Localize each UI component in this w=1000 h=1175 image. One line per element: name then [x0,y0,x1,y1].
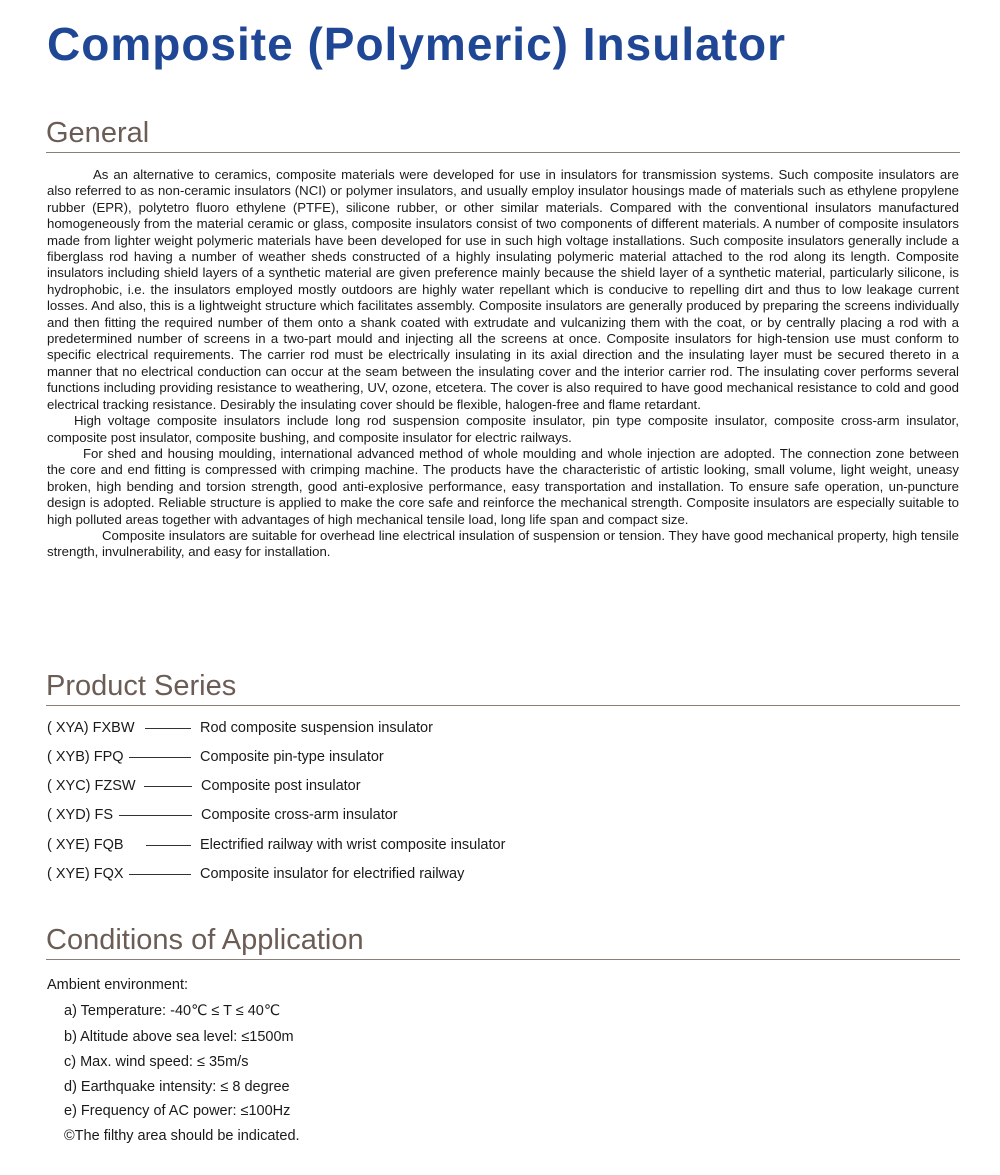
general-heading: General [46,117,150,149]
leader-line [145,728,191,729]
conditions-divider [46,959,960,960]
product-series-item [47,776,547,796]
product-series-item [47,835,607,855]
product-code: ( XYE) FQB [47,837,124,853]
general-divider [46,152,960,153]
leader-line [119,815,192,816]
product-series-item [47,747,547,767]
conditions-heading: Conditions of Application [46,924,364,956]
general-body [47,167,959,561]
condition-item: a) Temperature: -40℃ ≤ T ≤ 40℃ [64,1003,281,1019]
product-series-item [47,805,547,825]
general-paragraph-4: Composite insulators are suitable for overhead line electrical insulation of suspension or tension. They have good mechanical property, high tensile strength, invulnerability, and easy for installation. [47,527,959,560]
general-paragraph-2: High voltage composite insulators include long rod suspension composite insulator, pin type composite insulator, composite cross-arm insulator, composite post insulator, composite bushing, and composite insulator for electric railways. [47,413,959,445]
conditions-intro: Ambient environment: [47,977,189,993]
leader-line [144,786,192,787]
page-title: Composite (Polymeric) Insulator [47,18,787,70]
condition-item: c) Max. wind speed: ≤ 35m/s [64,1054,249,1070]
leader-line [129,874,191,875]
condition-note: ©The filthy area should be indicated. [64,1128,300,1144]
product-code: ( XYB) FPQ [47,749,124,765]
general-paragraph-1: As an alternative to ceramics, composite materials were developed for use in insulators for transmission systems. Such composite insulators are also referred to as non-ceramic insulators (NCI) or polymer insulators, and usually employ insulator housings made of materials such as ethylene propylene rubber (EPR), polytetro fluoro ethylene (PTFE), silicone rubber, or other similar materials. Compared with the conventional insulators manufactured homogeneously from the material ceramic or glass, composite insulators consist of two components of different materials. A number of composite insulators made from lighter weight polymeric materials have been developed for use in such high voltage installations. Such composite insulators generally include a fiberglass rod having a number of weather sheds constructed of a highly insulating polymeric material attached to the rod along its length. Composite insulators including shield layers of a synthetic material are given preference mainly because the shield layer of a synthetic material, particularly silicone, is hydrophobic, i.e. the insulators employed mostly outdoors are highly water repellant which is conducive to repelling dirt and thus to low leakage current losses. And also, this is a lightweight structure which facilitates assembly. Composite insulators are generally produced by preparing the screens individually and then fitting the required number of them onto a shank coated with extrudate and vulcanizing them with the coat, or by centrally placing a rod with a predetermined number of screens in a two-part mould and injecting all the screens at once. Composite insulators for high-tension use must conform to specific electrical requirements. The carrier rod must be electrically insulating in its axial direction and the insulating layer must be secured thereto in a manner that no electrical conduction can occur at the seam between the insulating cover and the interior carrier rod. The insulating cover performs several functions including providing resistance to weathering, UV, ozone, etcetera. The cover is also required to have good mechanical resistance to cold and good electrical tracking resistance. Desirably the insulating cover should be flexible, halogen-free and flame retardant. [47,167,959,412]
product-code: ( XYE) FQX [47,866,124,882]
product-description: Composite insulator for electrified railway [200,866,465,882]
product-description: Composite cross-arm insulator [201,807,398,823]
product-description: Electrified railway with wrist composite insulator [200,837,506,853]
product-description: Composite pin-type insulator [200,749,384,765]
product-description: Composite post insulator [201,778,361,794]
product-description: Rod composite suspension insulator [200,720,433,736]
product-code: ( XYC) FZSW [47,778,136,794]
condition-item: e) Frequency of AC power: ≤100Hz [64,1103,291,1119]
product-series-divider [46,705,960,706]
general-paragraph-3: For shed and housing moulding, international advanced method of whole moulding and whole injection are adopted. The connection zone between the core and end fitting is compressed with crimping machine. The products have the characteristic of artistic looking, small volume, light weight, uneasy broken, high bending and torsion strength, good anti-explosive performance, easy transportation and installation. To ensure safe operation, un-puncture design is adopted. Reliable structure is applied to make the core safe and reinforce the mechanical strength. Composite insulators are especially suitable to high polluted areas together with advantages of high mechanical tensile load, long life span and compact size. [47,445,959,527]
condition-item: b) Altitude above sea level: ≤1500m [64,1029,294,1045]
leader-line [146,845,191,846]
product-series-item [47,864,547,884]
product-series-item [47,718,547,738]
product-series-heading: Product Series [46,670,237,702]
leader-line [129,757,191,758]
condition-item: d) Earthquake intensity: ≤ 8 degree [64,1079,290,1095]
product-code: ( XYA) FXBW [47,720,135,736]
product-code: ( XYD) FS [47,807,114,823]
